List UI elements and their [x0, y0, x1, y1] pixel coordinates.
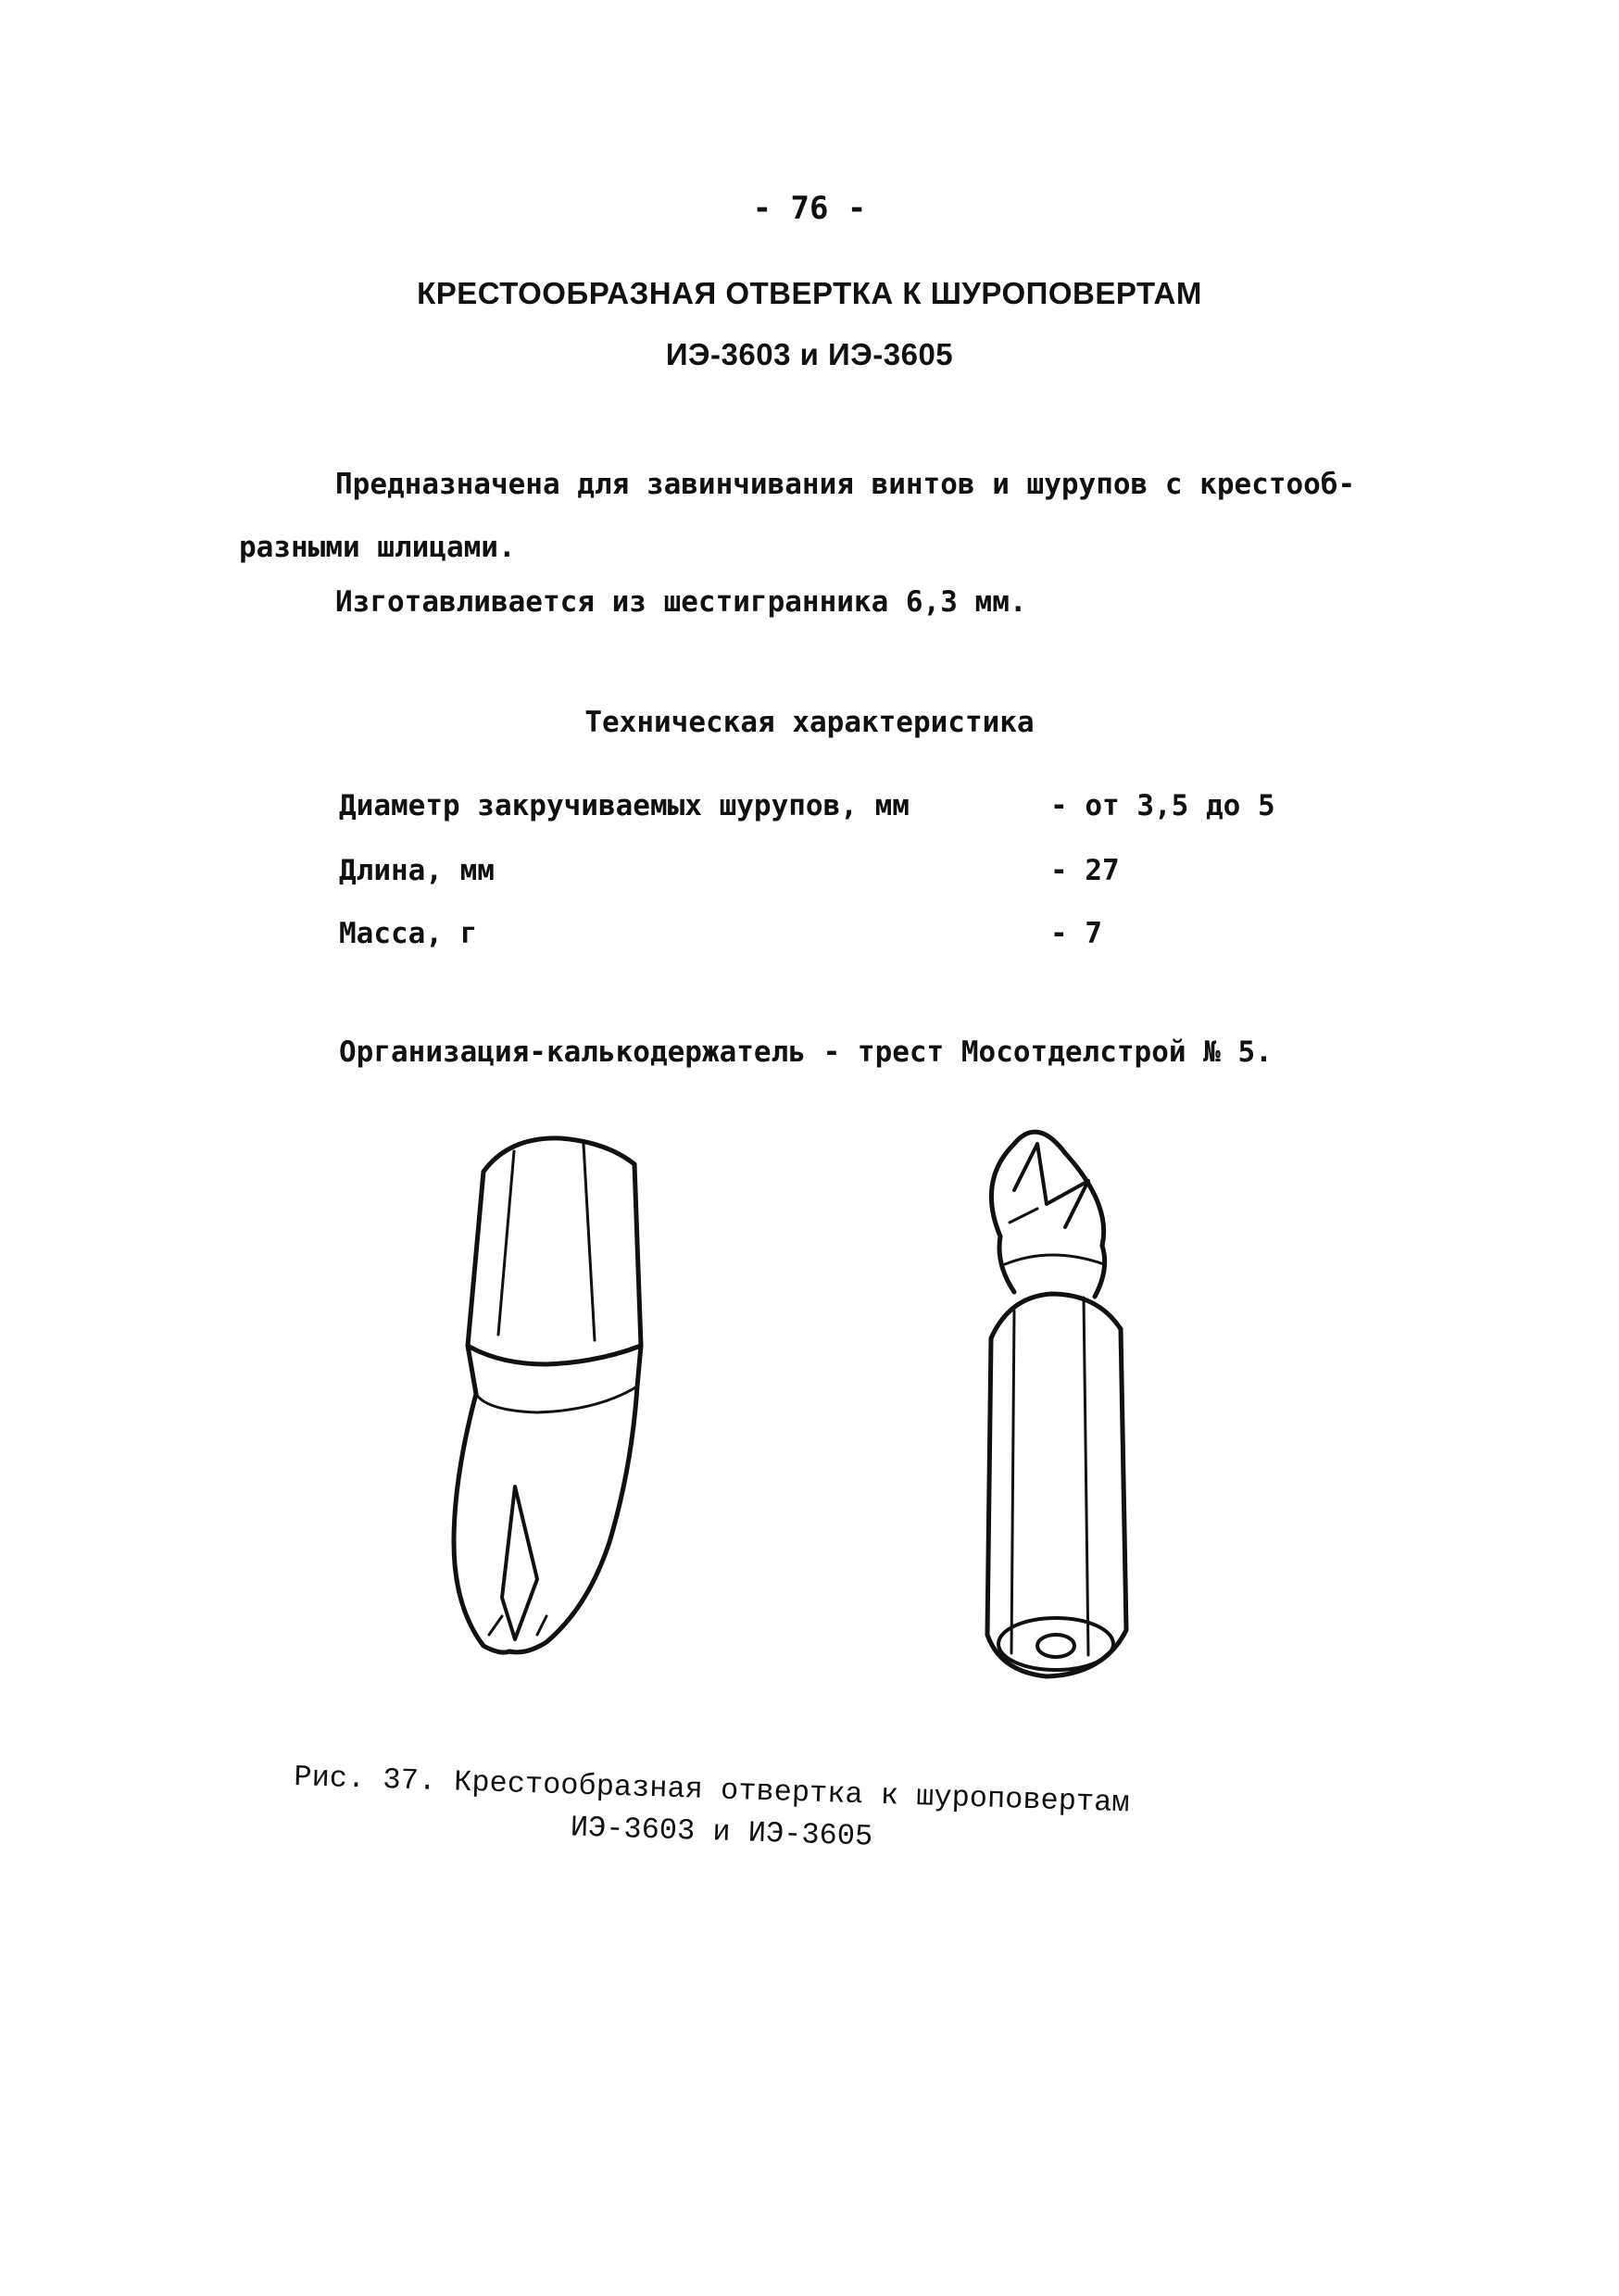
- spec-heading: Техническая характеристика: [584, 706, 1035, 739]
- organization-line: Организация-калькодержатель - трест Мосотделстрой № 5.: [339, 1035, 1273, 1069]
- bit-front-view: [987, 1132, 1126, 1676]
- spec-value: - 7: [1050, 917, 1102, 950]
- document-title: КРЕСТООБРАЗНАЯ ОТВЕРТКА К ШУРОПОВЕРТАМ: [417, 276, 1202, 310]
- figure-caption: [292, 1760, 1220, 1864]
- caption-line1: Рис. 37. Крестообразная отвертка к шуроповертам: [293, 1760, 1131, 1821]
- document-subtitle: ИЭ-3603 и ИЭ-3605: [665, 337, 954, 371]
- spec-label: Диаметр закручиваемых шурупов, мм: [339, 789, 910, 822]
- spec-value: - от 3,5 до 5: [1050, 789, 1275, 822]
- spec-label: Длина, мм: [339, 854, 495, 887]
- bit-side-view: [454, 1138, 641, 1652]
- material-paragraph: Изготавливается из шестигранника 6,3 мм.: [335, 585, 1027, 619]
- spec-value: - 27: [1050, 854, 1120, 887]
- page-number: - 76 -: [752, 190, 867, 227]
- screwdriver-bit-figure: [398, 1116, 1380, 1690]
- spec-label: Масса, г: [339, 917, 478, 950]
- caption-line2: ИЭ-3603 и ИЭ-3605: [570, 1810, 873, 1854]
- purpose-paragraph-line1: Предназначена для завинчивания винтов и шурупов с крестооб-: [335, 468, 1356, 501]
- purpose-paragraph-line2: разными шлицами.: [239, 531, 516, 564]
